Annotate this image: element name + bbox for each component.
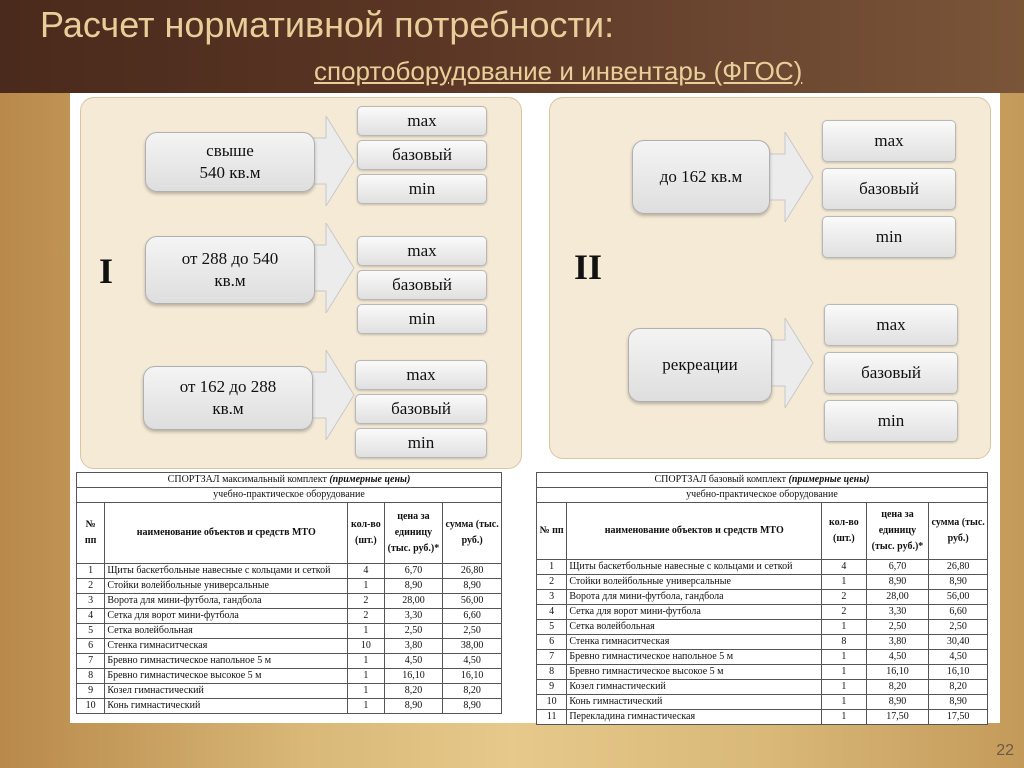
table-row bbox=[537, 560, 988, 575]
table-cell: Сетка волейбольная bbox=[105, 624, 348, 639]
table-cell: 8,20 bbox=[384, 684, 443, 699]
table-row bbox=[77, 609, 502, 624]
table-row bbox=[77, 639, 502, 654]
table-cell: 8,90 bbox=[929, 695, 988, 710]
category-under-162[interactable]: до 162 кв.м bbox=[632, 140, 770, 214]
table-cell: 9 bbox=[537, 680, 567, 695]
table-cell: 17,50 bbox=[866, 710, 929, 725]
table-title: СПОРТЗАЛ базовый комплект (примерные цены) bbox=[537, 473, 988, 488]
table-cell: 6 bbox=[77, 639, 105, 654]
table-cell: Стойки волейбольные универсальные bbox=[105, 579, 348, 594]
table-cell: Конь гимнастический bbox=[567, 695, 822, 710]
table-cell: 8 bbox=[77, 669, 105, 684]
table-cell: 4 bbox=[348, 564, 384, 579]
table-cell: 1 bbox=[822, 695, 866, 710]
table-cell: 56,00 bbox=[443, 594, 502, 609]
table-row bbox=[537, 650, 988, 665]
table-cell: 28,00 bbox=[384, 594, 443, 609]
level-base[interactable]: базовый bbox=[357, 270, 487, 300]
table-cell: 16,10 bbox=[929, 665, 988, 680]
table-title: СПОРТЗАЛ максимальный комплект (примерные цены) bbox=[77, 473, 502, 488]
table-cell: 3,30 bbox=[866, 605, 929, 620]
table-cell: 2,50 bbox=[929, 620, 988, 635]
table-row bbox=[537, 695, 988, 710]
category-label: кв.м bbox=[212, 399, 244, 418]
page-number: 22 bbox=[996, 742, 1014, 759]
column-header: наименование объектов и средств МТО bbox=[567, 503, 822, 560]
table-max-kit bbox=[76, 472, 502, 714]
table-cell: 2,50 bbox=[384, 624, 443, 639]
table-section: учебно-практическое оборудование bbox=[537, 488, 988, 503]
roman-numeral-two: II bbox=[574, 247, 603, 287]
table-cell: 6,70 bbox=[384, 564, 443, 579]
table-row bbox=[537, 620, 988, 635]
level-min[interactable]: min bbox=[355, 428, 487, 458]
table-cell: 4 bbox=[537, 605, 567, 620]
table-cell: 8 bbox=[822, 635, 866, 650]
table-cell: Перекладина гимнастическая bbox=[567, 710, 822, 725]
table-cell: 6 bbox=[537, 635, 567, 650]
table-cell: 8,90 bbox=[384, 699, 443, 714]
panel-one bbox=[80, 97, 522, 469]
table-cell: 2,50 bbox=[443, 624, 502, 639]
table-cell: 9 bbox=[77, 684, 105, 699]
table-cell: 3,80 bbox=[384, 639, 443, 654]
table-cell: 4,50 bbox=[929, 650, 988, 665]
table-cell: 56,00 bbox=[929, 590, 988, 605]
table-row bbox=[77, 669, 502, 684]
level-base[interactable]: базовый bbox=[357, 140, 487, 170]
table-cell: 28,00 bbox=[866, 590, 929, 605]
table-cell: 8,90 bbox=[443, 699, 502, 714]
table-row bbox=[537, 590, 988, 605]
category-288-540[interactable] bbox=[145, 236, 315, 304]
table-cell: 8,90 bbox=[384, 579, 443, 594]
level-max[interactable]: max bbox=[822, 120, 956, 162]
column-header: сумма (тыс. руб.) bbox=[443, 503, 502, 564]
table-cell: 8,20 bbox=[929, 680, 988, 695]
table-row bbox=[77, 699, 502, 714]
table-cell: 4 bbox=[822, 560, 866, 575]
table-cell: 26,80 bbox=[443, 564, 502, 579]
table-row bbox=[537, 665, 988, 680]
table-cell: 38,00 bbox=[443, 639, 502, 654]
level-max[interactable]: max bbox=[824, 304, 958, 346]
column-header: кол-во (шт.) bbox=[822, 503, 866, 560]
roman-numeral-one: I bbox=[99, 251, 114, 291]
table-cell: Козел гимнастический bbox=[567, 680, 822, 695]
table-cell: 1 bbox=[822, 650, 866, 665]
category-recreation[interactable]: рекреации bbox=[628, 328, 772, 402]
table-cell: Стенка гимнаситческая bbox=[105, 639, 348, 654]
table-row bbox=[77, 564, 502, 579]
table-cell: 2 bbox=[822, 590, 866, 605]
table-row bbox=[537, 575, 988, 590]
category-label: свыше bbox=[206, 141, 254, 160]
table-cell: 2 bbox=[822, 605, 866, 620]
table-cell: Стенка гимнаситческая bbox=[567, 635, 822, 650]
level-min[interactable]: min bbox=[824, 400, 958, 442]
column-header: цена за единицу (тыс. руб.)* bbox=[866, 503, 929, 560]
category-label: от 288 до 540 bbox=[181, 249, 279, 268]
table-cell: 1 bbox=[822, 710, 866, 725]
table-row bbox=[537, 635, 988, 650]
table-cell: 1 bbox=[537, 560, 567, 575]
table-cell: 2 bbox=[537, 575, 567, 590]
table-cell: 3 bbox=[537, 590, 567, 605]
slide-title: Расчет нормативной потребности: bbox=[40, 4, 615, 45]
table-cell: Бревно гимнастическое высокое 5 м bbox=[567, 665, 822, 680]
table-cell: 17,50 bbox=[929, 710, 988, 725]
table-cell: Козел гимнастический bbox=[105, 684, 348, 699]
table-cell: 1 bbox=[822, 665, 866, 680]
table-cell: 2,50 bbox=[866, 620, 929, 635]
table-cell: 10 bbox=[537, 695, 567, 710]
table-cell: 1 bbox=[348, 684, 384, 699]
table-cell: Щиты баскетбольные навесные с кольцами и сеткой bbox=[105, 564, 348, 579]
table-cell: 3,30 bbox=[384, 609, 443, 624]
table-cell: 30,40 bbox=[929, 635, 988, 650]
level-min[interactable]: min bbox=[357, 174, 487, 204]
table-row bbox=[77, 684, 502, 699]
table-cell: 2 bbox=[348, 609, 384, 624]
table-cell: 10 bbox=[77, 699, 105, 714]
table-row bbox=[537, 605, 988, 620]
content-area bbox=[70, 93, 1000, 723]
column-header: наименование объектов и средств МТО bbox=[105, 503, 348, 564]
table-cell: 16,10 bbox=[384, 669, 443, 684]
table-cell: Конь гимнастический bbox=[105, 699, 348, 714]
table-cell: 8,90 bbox=[866, 575, 929, 590]
table-cell: 1 bbox=[348, 699, 384, 714]
table-cell: 7 bbox=[77, 654, 105, 669]
table-cell: 1 bbox=[348, 624, 384, 639]
table-cell: Сетка для ворот мини-футбола bbox=[567, 605, 822, 620]
level-base[interactable]: базовый bbox=[824, 352, 958, 394]
table-cell: 1 bbox=[348, 579, 384, 594]
table-cell: 26,80 bbox=[929, 560, 988, 575]
level-max[interactable]: max bbox=[355, 360, 487, 390]
table-cell: 5 bbox=[537, 620, 567, 635]
table-cell: Стойки волейбольные универсальные bbox=[567, 575, 822, 590]
category-label: кв.м bbox=[214, 271, 246, 290]
table-cell: 8,90 bbox=[443, 579, 502, 594]
table-cell: 8,20 bbox=[866, 680, 929, 695]
slide-header bbox=[0, 0, 1024, 93]
column-header: кол-во (шт.) bbox=[348, 503, 384, 564]
category-162-288[interactable] bbox=[143, 366, 313, 430]
column-header: сумма (тыс. руб.) bbox=[929, 503, 988, 560]
table-section: учебно-практическое оборудование bbox=[77, 488, 502, 503]
table-base-kit bbox=[536, 472, 988, 725]
table-cell: 5 bbox=[77, 624, 105, 639]
table-cell: 7 bbox=[537, 650, 567, 665]
table-cell: 3,80 bbox=[866, 635, 929, 650]
level-min[interactable]: min bbox=[822, 216, 956, 258]
table-cell: 1 bbox=[348, 654, 384, 669]
table-cell: 1 bbox=[822, 680, 866, 695]
category-over-540[interactable] bbox=[145, 132, 315, 192]
table-cell: 2 bbox=[77, 579, 105, 594]
category-label: 540 кв.м bbox=[199, 163, 261, 182]
table-cell: 1 bbox=[77, 564, 105, 579]
table-cell: 4,50 bbox=[384, 654, 443, 669]
panel-two bbox=[549, 97, 991, 459]
table-cell: Сетка волейбольная bbox=[567, 620, 822, 635]
table-row bbox=[537, 710, 988, 725]
table-cell: 1 bbox=[822, 575, 866, 590]
table-cell: 4 bbox=[77, 609, 105, 624]
table-cell: 1 bbox=[348, 669, 384, 684]
table-cell: 1 bbox=[822, 620, 866, 635]
table-cell: 6,60 bbox=[443, 609, 502, 624]
table-row bbox=[77, 579, 502, 594]
table-cell: 8,90 bbox=[929, 575, 988, 590]
column-header: № пп bbox=[77, 503, 105, 564]
table-cell: 4,50 bbox=[866, 650, 929, 665]
table-cell: Бревно гимнастическое напольное 5 м bbox=[567, 650, 822, 665]
table-cell: Ворота для мини-футбола, гандбола bbox=[105, 594, 348, 609]
column-header: цена за единицу (тыс. руб.)* bbox=[384, 503, 443, 564]
column-header: № пп bbox=[537, 503, 567, 560]
table-cell: 11 bbox=[537, 710, 567, 725]
level-max[interactable]: max bbox=[357, 236, 487, 266]
table-cell: 16,10 bbox=[866, 665, 929, 680]
table-row bbox=[77, 624, 502, 639]
table-row bbox=[77, 654, 502, 669]
table-cell: Бревно гимнастическое высокое 5 м bbox=[105, 669, 348, 684]
table-cell: 4,50 bbox=[443, 654, 502, 669]
table-cell: Щиты баскетбольные навесные с кольцами и сеткой bbox=[567, 560, 822, 575]
table-cell: Сетка для ворот мини-футбола bbox=[105, 609, 348, 624]
table-row bbox=[537, 680, 988, 695]
table-cell: 3 bbox=[77, 594, 105, 609]
table-cell: 8,90 bbox=[866, 695, 929, 710]
level-base[interactable]: базовый bbox=[355, 394, 487, 424]
table-cell: 6,60 bbox=[929, 605, 988, 620]
table-cell: Ворота для мини-футбола, гандбола bbox=[567, 590, 822, 605]
table-cell: 10 bbox=[348, 639, 384, 654]
table-cell: 2 bbox=[348, 594, 384, 609]
level-max[interactable]: max bbox=[357, 106, 487, 136]
level-min[interactable]: min bbox=[357, 304, 487, 334]
table-cell: 8,20 bbox=[443, 684, 502, 699]
table-cell: Бревно гимнастическое напольное 5 м bbox=[105, 654, 348, 669]
table-cell: 6,70 bbox=[866, 560, 929, 575]
table-cell: 8 bbox=[537, 665, 567, 680]
table-cell: 16,10 bbox=[443, 669, 502, 684]
slide-subtitle[interactable]: спортоборудование и инвентарь (ФГОС) bbox=[314, 56, 803, 86]
table-row bbox=[77, 594, 502, 609]
category-label: от 162 до 288 bbox=[179, 377, 277, 396]
level-base[interactable]: базовый bbox=[822, 168, 956, 210]
